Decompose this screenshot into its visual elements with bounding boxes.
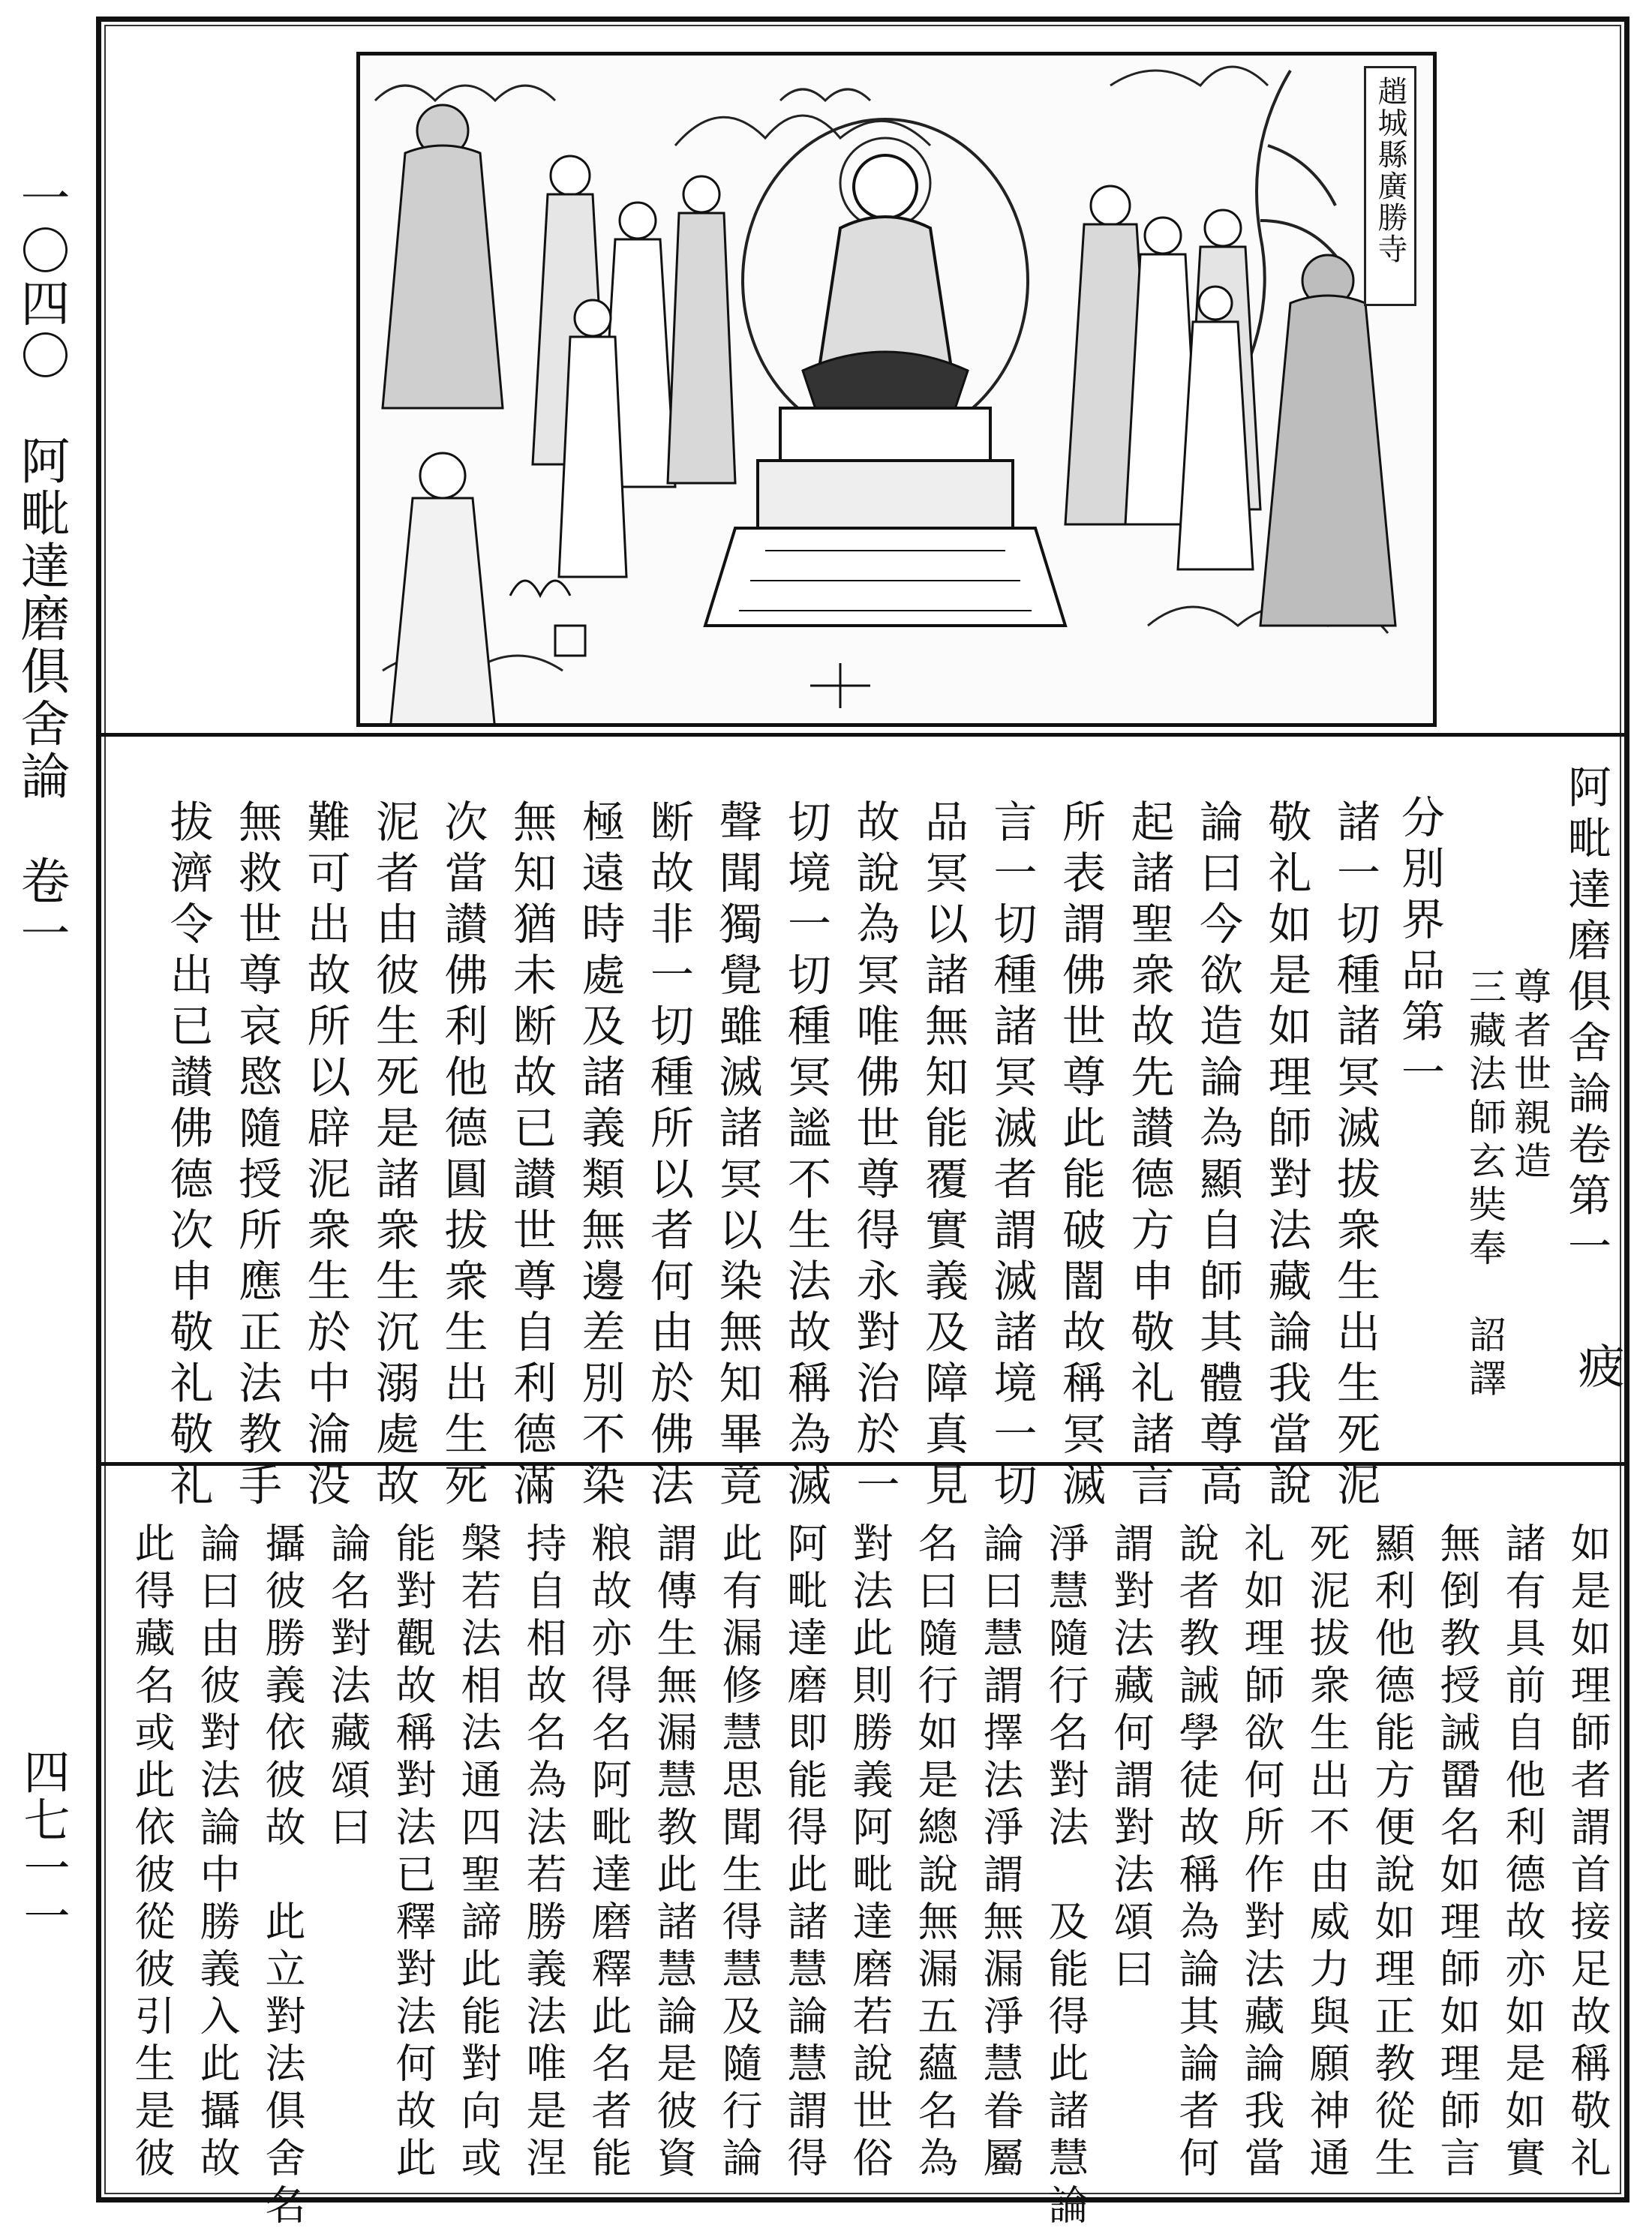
text-column: 顯利他德能方便說如理正教從生 [1368,1522,1416,2184]
text-column: 說者教誡學徒故稱為論其論者何 [1173,1522,1220,2184]
temple-cartouche [1364,66,1416,306]
text-column: 極遠時處及諸義類無邊差別不染 [574,799,626,1513]
text-column: 起諸聖衆故先讃德方申敬礼諸言 [1123,799,1175,1513]
text-column: 諸一切種諸冥滅拔衆生出生死泥 [1329,799,1380,1513]
text-column: 諸有具前自他利德故亦如是如實 [1499,1522,1546,2184]
text-column: 次當讃佛利他德圓拔衆生出生死 [437,799,488,1513]
left-margin [0,0,83,2221]
cloud-motif [780,89,870,101]
text-column: 断故非一切種所以者何由於佛法 [643,799,694,1513]
text-column: 品冥以諸無知能覆實義及障真見 [918,799,969,1513]
page-frame [96,17,1629,2231]
text-column: 謂對法藏何謂對法頌曰 [1107,1522,1155,1995]
text-column: 對法此則勝義阿毗達磨若說世俗 [846,1522,894,2184]
text-column: 槃若法相法通四聖諦此能對向或 [455,1522,502,2184]
text-column: 謂傳生無漏慧教此諸慧論是彼資 [650,1522,698,2184]
text-column: 能對觀故稱對法已釋對法何故此 [389,1522,437,2184]
text-column: 論名對法藏頌曰 [324,1522,371,1853]
chapter-title: 分別界品第一 [1394,794,1445,1100]
text-column: 此有漏修慧思聞生得慧及隨行論 [716,1522,763,2184]
seal-mark: 疲 [1570,1342,1625,1389]
buddha-assembly-drawing [360,56,1433,723]
cloud-motif [375,86,555,101]
book-title: 阿毗達磨俱舍論卷第一 [1560,764,1611,1275]
text-column: 故說為冥唯佛世尊得永對治於一 [849,799,900,1513]
text-column: 言一切種諸冥滅者謂滅諸境一切 [986,799,1038,1513]
text-column: 泥者由彼生死是諸衆生沉溺處故 [368,799,419,1513]
text-column: 持自相故名為法若勝義法唯是涅 [520,1522,567,2184]
text-column: 聲聞獨覺雖滅諸冥以染無知畢竟 [711,799,763,1513]
text-column: 如是如理師者謂首接足故稱敬礼 [1564,1522,1611,2184]
translator-line: 三藏法師玄奘奉 詔譯 [1463,967,1506,1402]
text-column: 死泥拔衆生出不由威力與願神通 [1303,1522,1350,2184]
text-column: 所表謂佛世尊此能破闇故稱冥滅 [1055,799,1106,1513]
text-column: 論曰由彼對法論中勝義入此攝故 [194,1522,241,2184]
frame-divider-top [101,733,1624,737]
cartouche-text: 趙城縣廣勝寺 [1373,76,1407,265]
text-column: 無倒教授誡羀名如理師如理師言 [1434,1522,1481,2184]
margin-page-number: 四七一一 [16,1748,71,1940]
margin-title: 一〇四〇 阿毗達磨俱舍論 卷一 [12,173,70,960]
text-column: 難可出故所以辟泥衆生於中淪没 [299,799,351,1513]
text-column: 攝彼勝義依彼故 此立對法俱舍名 [259,1522,306,2231]
author-line: 尊者世親造 [1508,967,1551,1185]
text-column: 粮故亦得名阿毗達磨釋此名者能 [585,1522,632,2184]
text-column: 名曰隨行如是總說無漏五蘊名為 [912,1522,959,2184]
text-column: 無知猶未断故已讃世尊自利德滿 [506,799,557,1513]
frontispiece-illustration [356,52,1437,727]
text-column: 無救世尊哀愍隨授所應正法教手 [231,799,282,1513]
text-column: 礼如理師欲何所作對法藏論我當 [1238,1522,1285,2184]
cloud-motif [1110,67,1268,86]
text-column: 此得藏名或此依彼從彼引生是彼 [128,1522,176,2184]
text-column: 淨慧隨行名對法 及能得此諸慧論 [1042,1522,1089,2231]
text-column: 拔濟令出已讃佛德次申敬礼敬礼 [162,799,214,1513]
text-column: 阿毗達磨即能得此諸慧論慧謂得 [781,1522,828,2184]
text-column: 切境一切種冥謐不生法故稱為滅 [780,799,831,1513]
text-column: 論曰慧謂擇法淨謂無漏淨慧眷屬 [977,1522,1024,2184]
text-column: 敬礼如是如理師對法藏論我當說 [1260,799,1312,1513]
text-column: 論曰今欲造論為顯自師其體尊高 [1192,799,1243,1513]
